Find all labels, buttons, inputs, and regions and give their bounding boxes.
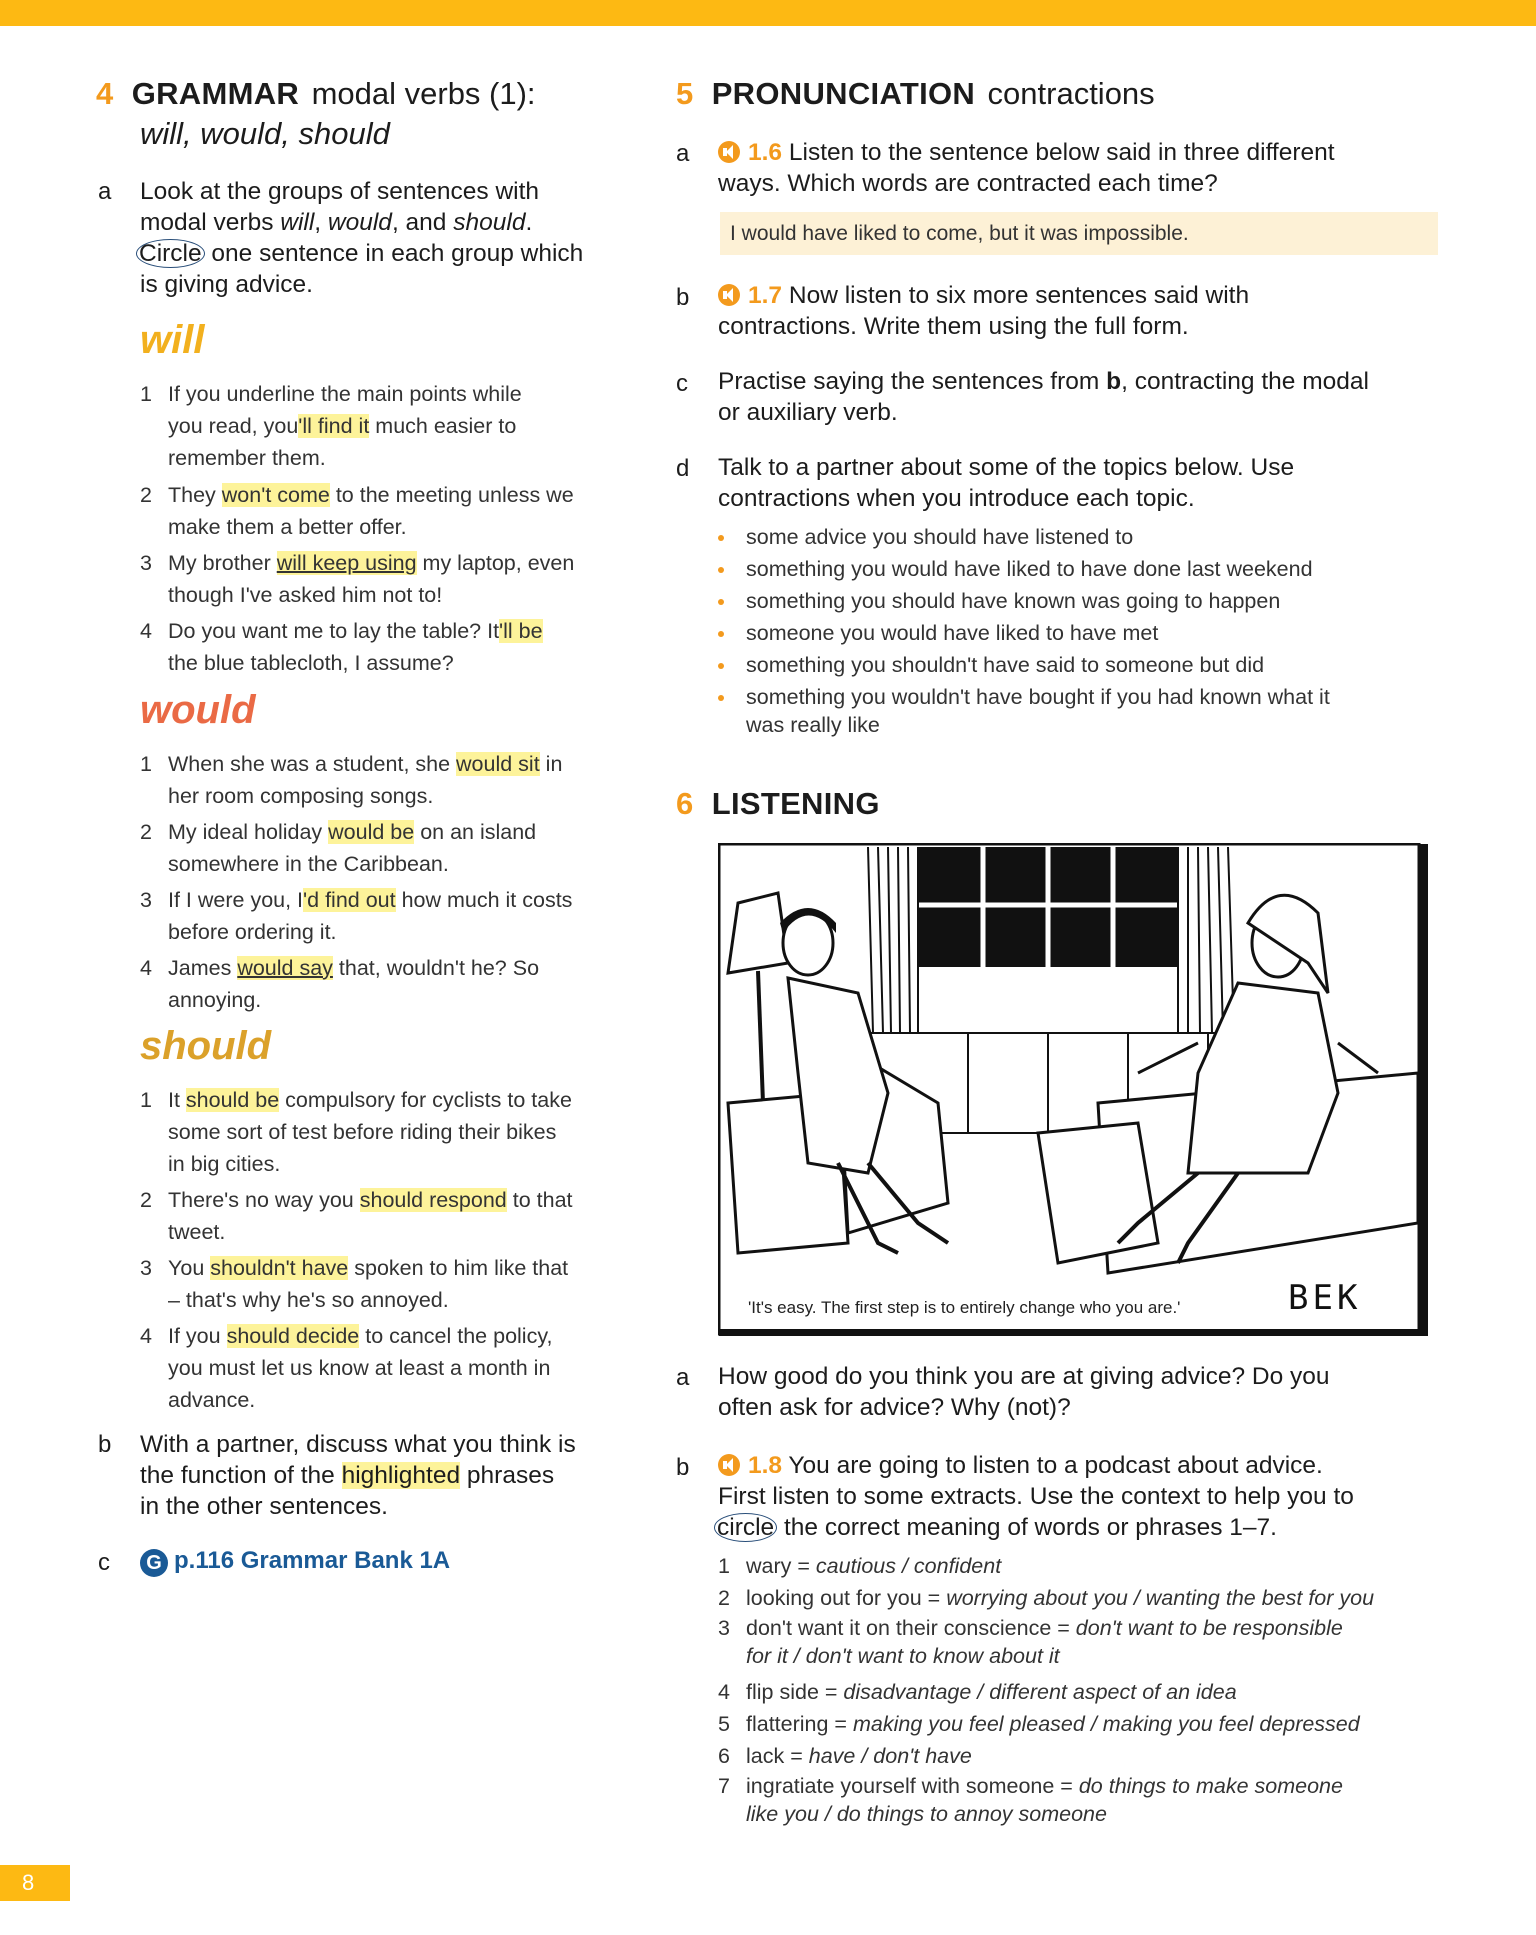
text: They xyxy=(168,483,222,507)
bullet-dot-icon xyxy=(718,695,724,701)
term: looking out for you = xyxy=(746,1586,947,1610)
exercise-4a-text xyxy=(140,176,640,300)
list-item xyxy=(140,748,640,812)
text: contractions. Write them using the full form. xyxy=(718,313,1189,340)
term: flip side = xyxy=(746,1680,844,1704)
item-text xyxy=(168,378,522,474)
text: should xyxy=(453,209,526,236)
text: My brother xyxy=(168,551,277,575)
grammar-bank-icon: G xyxy=(140,1549,168,1577)
text xyxy=(140,1460,640,1491)
highlighted-phrase: shouldn't have xyxy=(210,1256,349,1280)
text: make them a better offer. xyxy=(168,515,407,539)
text: phrases xyxy=(460,1462,555,1489)
example-sentence-box: I would have liked to come, but it was impossible. xyxy=(720,212,1438,255)
text: something you would have liked to have done last weekend xyxy=(746,557,1313,581)
section-number: 6 xyxy=(676,786,694,821)
text: one sentence in each group which xyxy=(204,240,584,267)
text: advance. xyxy=(168,1388,256,1412)
text xyxy=(746,1642,1343,1670)
text: how much it costs xyxy=(395,888,573,912)
text: My ideal holiday xyxy=(168,820,329,844)
text: you read, you xyxy=(168,414,299,438)
text xyxy=(168,1084,572,1116)
item-number: 4 xyxy=(140,619,152,643)
text: before ordering it. xyxy=(168,920,337,944)
exercise-6b-text xyxy=(718,1450,1458,1543)
list-item xyxy=(140,1252,660,1316)
page-number: 8 xyxy=(0,1865,70,1901)
text xyxy=(718,1512,1458,1543)
term: flattering = xyxy=(746,1712,853,1736)
text: her room composing songs. xyxy=(168,784,434,808)
should-heading: should xyxy=(140,1024,272,1068)
text xyxy=(168,952,539,984)
highlighted-phrase: will keep using xyxy=(276,551,417,575)
definition-options: like you / do things to annoy someone xyxy=(746,1802,1107,1826)
text: . xyxy=(525,209,533,236)
definition-options: do things to make someone xyxy=(1078,1774,1343,1798)
text: With a partner, discuss what you think is xyxy=(140,1431,576,1458)
exercise-letter-b: b xyxy=(676,284,690,311)
cartoon-caption: 'It's easy. The first step is to entirely change who you are.' xyxy=(748,1298,1181,1317)
section-title: GRAMMAR xyxy=(131,76,300,111)
text: When she was a student, she xyxy=(168,752,457,776)
text: Talk to a partner about some of the topics below. Use xyxy=(718,454,1295,481)
item-number: 2 xyxy=(718,1586,730,1610)
exercise-5a-text xyxy=(718,137,1448,199)
item-text xyxy=(168,1084,572,1180)
text: that, wouldn't he? So xyxy=(332,956,540,980)
item-number: 1 xyxy=(718,1554,730,1578)
text: b xyxy=(1106,368,1122,395)
highlighted-word: highlighted xyxy=(341,1462,461,1489)
text: in xyxy=(539,752,563,776)
text: ways. Which words are contracted each time? xyxy=(718,170,1218,197)
highlighted-phrase: should be xyxy=(185,1088,280,1112)
text: some advice you should have listened to xyxy=(746,525,1134,549)
item-text xyxy=(168,1252,568,1316)
text: much easier to xyxy=(369,414,517,438)
item-text xyxy=(168,1184,573,1248)
text: If I were you, I xyxy=(168,888,304,912)
bullet-dot-icon xyxy=(718,599,724,605)
text: often ask for advice? Why (not)? xyxy=(718,1394,1071,1421)
text: How good do you think you are at giving advice? Do you xyxy=(718,1363,1330,1390)
text: tweet. xyxy=(168,1220,226,1244)
exercise-6a-text xyxy=(718,1361,1458,1423)
section-title: LISTENING xyxy=(711,786,880,821)
term: don't want it on their conscience = xyxy=(746,1616,1076,1640)
text: modal verbs xyxy=(140,209,281,236)
text xyxy=(168,1252,568,1284)
list-item xyxy=(140,547,660,611)
text: something you shouldn't have said to someone but did xyxy=(746,653,1265,677)
definition-options: for it / don't want to know about it xyxy=(746,1644,1060,1668)
item-number: 2 xyxy=(140,483,152,507)
section-subtitle-2: will, would, should xyxy=(140,116,390,151)
definition-options: disadvantage / different aspect of an idea xyxy=(843,1680,1237,1704)
text: the correct meaning of words or phrases 1–7. xyxy=(777,1514,1277,1541)
item-number: 4 xyxy=(140,1324,152,1348)
item-number: 3 xyxy=(718,1616,730,1640)
exercise-letter-c: c xyxy=(98,1549,110,1576)
item-text xyxy=(168,816,536,880)
text xyxy=(168,884,572,916)
item-number: 3 xyxy=(140,1256,152,1280)
section-number: 4 xyxy=(96,76,114,111)
item-text xyxy=(746,1550,1001,1582)
list-item xyxy=(140,1184,660,1248)
text: will xyxy=(280,209,315,236)
item-text xyxy=(746,1676,1237,1708)
exercise-letter-a: a xyxy=(98,178,112,205)
list-item xyxy=(140,952,640,1016)
item-number: 5 xyxy=(718,1712,730,1736)
text: to the meeting unless we xyxy=(329,483,574,507)
exercise-letter-c: c xyxy=(676,370,688,397)
text: annoying. xyxy=(168,988,262,1012)
exercise-letter-b: b xyxy=(676,1454,690,1481)
text: though I've asked him not to! xyxy=(168,583,443,607)
text: someone you would have liked to have met xyxy=(746,621,1159,645)
text: the blue tablecloth, I assume? xyxy=(168,651,454,675)
bullet-dot-icon xyxy=(718,567,724,573)
artist-signature: BEK xyxy=(1288,1278,1362,1318)
item-text xyxy=(168,952,539,1016)
text: It xyxy=(168,1088,186,1112)
text: spoken to him like that xyxy=(348,1256,569,1280)
text: or auxiliary verb. xyxy=(718,399,898,426)
definition-options: have / don't have xyxy=(808,1744,972,1768)
text: on an island xyxy=(414,820,537,844)
text: , and xyxy=(391,209,454,236)
text xyxy=(168,547,574,579)
instruction-line xyxy=(140,238,640,269)
definition-options: don't want to be responsible xyxy=(1075,1616,1343,1640)
term: lack = xyxy=(746,1744,809,1768)
term: wary = xyxy=(746,1554,816,1578)
text: If you underline the main points while xyxy=(168,382,522,406)
text xyxy=(718,137,1448,168)
text xyxy=(746,1772,1343,1800)
item-text xyxy=(168,615,543,679)
list-item xyxy=(140,615,640,679)
text xyxy=(718,280,1448,311)
bullet-dot-icon xyxy=(718,631,724,637)
highlighted-phrase: would sit xyxy=(456,752,540,776)
text xyxy=(746,1614,1343,1642)
item-text xyxy=(746,1708,1360,1740)
exercise-letter-d: d xyxy=(676,455,690,482)
highlighted-phrase: 'll find it xyxy=(298,414,370,438)
exercise-4b-text xyxy=(140,1429,640,1522)
highlighted-phrase: should respond xyxy=(359,1188,507,1212)
item-number: 1 xyxy=(140,382,152,406)
exercise-letter-a: a xyxy=(676,1364,690,1391)
text: to cancel the policy, xyxy=(359,1324,553,1348)
text: the function of the xyxy=(140,1462,342,1489)
list-item xyxy=(140,816,640,880)
text: something you should have known was going to happen xyxy=(746,589,1281,613)
would-heading: would xyxy=(140,688,256,732)
section-title: PRONUNCIATION xyxy=(711,76,976,111)
text: Do you want me to lay the table? It xyxy=(168,619,500,643)
item-number: 2 xyxy=(140,1188,152,1212)
text: to that xyxy=(506,1188,573,1212)
grammar-bank-label: p.116 Grammar Bank 1A xyxy=(174,1547,451,1574)
item-text xyxy=(168,884,572,948)
definition-options: making you feel pleased / making you feel depressed xyxy=(852,1712,1360,1736)
exercise-letter-a: a xyxy=(676,140,690,167)
text: Listen to the sentence below said in three different xyxy=(782,139,1335,166)
exercise-letter-b: b xyxy=(98,1431,112,1458)
exercise-5c-text xyxy=(718,366,1458,428)
audio-icon[interactable] xyxy=(718,284,740,306)
text: you must let us know at least a month in xyxy=(168,1356,551,1380)
track-number: 1.8 xyxy=(748,1452,783,1479)
list-item xyxy=(140,884,640,948)
track-number: 1.7 xyxy=(748,282,783,309)
text: in big cities. xyxy=(168,1152,281,1176)
text: my laptop, even xyxy=(416,551,575,575)
text xyxy=(168,816,536,848)
highlighted-phrase: 'd find out xyxy=(303,888,396,912)
audio-icon[interactable] xyxy=(718,141,740,163)
item-text xyxy=(168,748,562,812)
item-text xyxy=(746,1772,1343,1828)
text: You are going to listen to a podcast about advice. xyxy=(782,1452,1323,1479)
highlighted-phrase: would say xyxy=(237,956,333,980)
text xyxy=(168,1320,552,1352)
text: Practise saying the sentences from xyxy=(718,368,1107,395)
text: would xyxy=(327,209,392,236)
text: There's no way you xyxy=(168,1188,360,1212)
top-color-bar xyxy=(0,0,1536,26)
item-text xyxy=(746,1582,1374,1614)
text: was really like xyxy=(746,713,880,737)
list-item xyxy=(140,1084,660,1180)
instruction-line xyxy=(140,207,640,238)
text: First listen to some extracts. Use the context to help you to xyxy=(718,1483,1354,1510)
definition-options: worrying about you / wanting the best for you xyxy=(946,1586,1375,1610)
instruction-line: is giving advice. xyxy=(140,271,313,298)
item-number: 3 xyxy=(140,888,152,912)
text: – that's why he's so annoyed. xyxy=(168,1288,449,1312)
item-text xyxy=(168,547,574,611)
audio-icon[interactable] xyxy=(718,1454,740,1476)
text xyxy=(168,410,522,442)
item-number: 4 xyxy=(718,1680,730,1704)
exercise-5b-text xyxy=(718,280,1448,342)
circled-word: Circle xyxy=(136,239,205,268)
text xyxy=(168,1184,573,1216)
item-text xyxy=(746,1740,972,1772)
highlighted-phrase: 'll be xyxy=(499,619,543,643)
item-text xyxy=(168,1320,552,1416)
text xyxy=(168,748,562,780)
text: contractions when you introduce each topic. xyxy=(718,485,1195,512)
highlighted-phrase: won't come xyxy=(221,483,330,507)
list-item xyxy=(140,479,640,543)
will-heading: will xyxy=(140,318,205,362)
highlighted-phrase: would be xyxy=(328,820,415,844)
text: in the other sentences. xyxy=(140,1493,388,1520)
grammar-bank-link[interactable] xyxy=(140,1547,450,1577)
item-number: 1 xyxy=(140,1088,152,1112)
text: compulsory for cyclists to take xyxy=(279,1088,572,1112)
text: Now listen to six more sentences said with xyxy=(782,282,1250,309)
term: ingratiate yourself with someone = xyxy=(746,1774,1079,1798)
item-number: 6 xyxy=(718,1744,730,1768)
text: You xyxy=(168,1256,211,1280)
item-text xyxy=(168,479,574,543)
text: somewhere in the Caribbean. xyxy=(168,852,449,876)
text: James xyxy=(168,956,238,980)
section-5-heading xyxy=(676,76,1155,112)
text xyxy=(718,1450,1458,1481)
section-subtitle: modal verbs (1): xyxy=(311,76,536,111)
item-number: 3 xyxy=(140,551,152,575)
text xyxy=(168,479,574,511)
exercise-5d-text xyxy=(718,452,1458,514)
text: If you xyxy=(168,1324,227,1348)
instruction-line: Look at the groups of sentences with xyxy=(140,178,540,205)
section-4-heading xyxy=(96,76,536,112)
item-number: 4 xyxy=(140,956,152,980)
item-number: 2 xyxy=(140,820,152,844)
text: some sort of test before riding their bikes xyxy=(168,1120,557,1144)
text: something you wouldn't have bought if you had known what it xyxy=(746,685,1330,709)
text xyxy=(746,1800,1343,1828)
list-item xyxy=(140,378,640,474)
section-subtitle: contractions xyxy=(987,76,1155,111)
definition-options: cautious / confident xyxy=(815,1554,1002,1578)
section-number: 5 xyxy=(676,76,694,111)
text: , xyxy=(314,209,328,236)
text: , contracting the modal xyxy=(1121,368,1369,395)
bullet-dot-icon xyxy=(718,535,724,541)
section-6-heading xyxy=(676,786,880,822)
item-number: 1 xyxy=(140,752,152,776)
bullet-dot-icon xyxy=(718,663,724,669)
item-text xyxy=(746,1614,1343,1670)
text xyxy=(718,366,1458,397)
track-number: 1.6 xyxy=(748,139,783,166)
text xyxy=(168,615,543,647)
highlighted-phrase: should decide xyxy=(226,1324,360,1348)
cartoon-illustration xyxy=(718,843,1428,1337)
text: remember them. xyxy=(168,446,326,470)
list-item xyxy=(140,1320,660,1416)
circled-word: circle xyxy=(714,1513,777,1542)
item-number: 7 xyxy=(718,1774,730,1798)
